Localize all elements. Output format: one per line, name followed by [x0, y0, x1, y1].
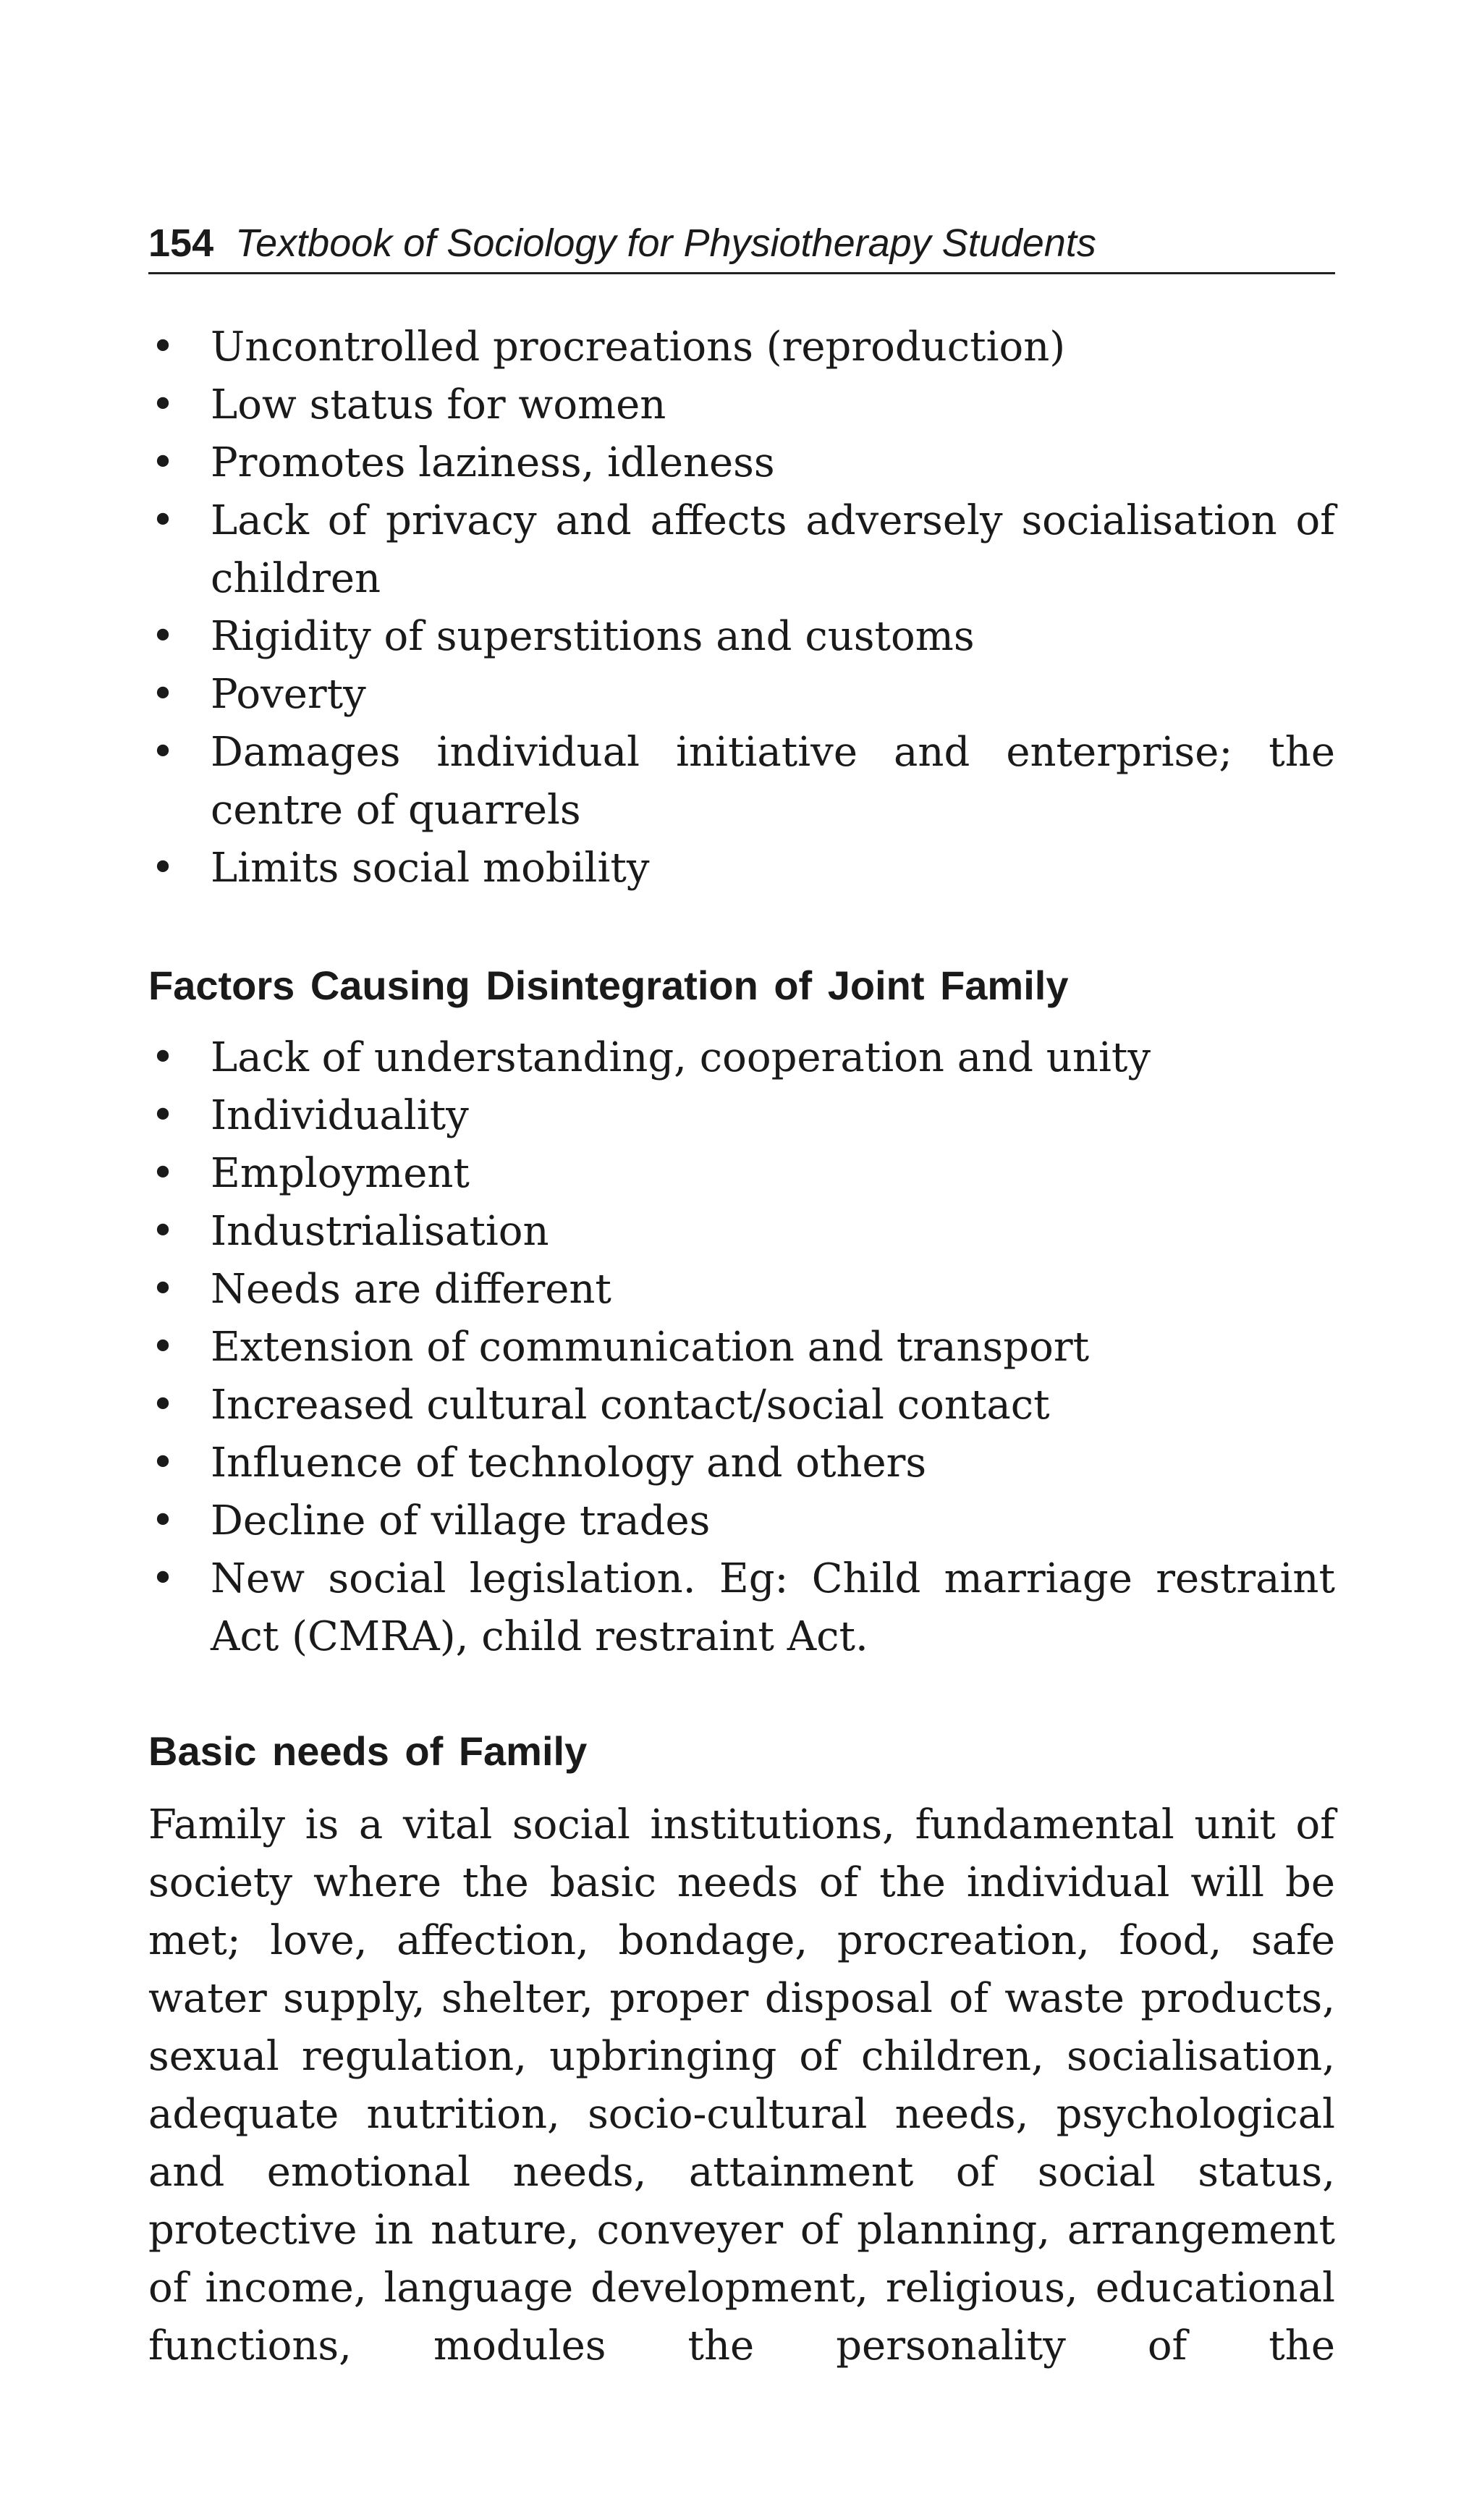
basic-needs-paragraph: Family is a vital social institutions, fundamental unit of society where the basic needs of the individual will be met; love, affection, bondage, procreation, food, safe water supply, shelter, proper disposal of waste products, sexual regulation, upbringing of children, socialisation, adequate nutrition, socio-cultural needs, psychological and emotional needs, attainment of social status, protective in nature, conveyer of planning, arrangement of income, language development, religious, educational functions, modules the personality of the	[148, 1801, 1335, 2369]
bullet-icon: •	[151, 324, 175, 371]
bullet-icon: •	[151, 1208, 175, 1255]
bullet-icon: •	[151, 729, 175, 776]
list-item: • Lack of understanding, cooperation and unity	[148, 1029, 1335, 1087]
list-item: • Increased cultural contact/social contact	[148, 1377, 1335, 1434]
bullet-icon: •	[151, 613, 175, 660]
section-heading-basic-needs: Basic needs of Family	[148, 1728, 588, 1774]
bullet-icon: •	[151, 1034, 175, 1081]
book-title: Textbook of Sociology for Physiotherapy Students	[235, 221, 1096, 265]
bullet-icon: •	[151, 1266, 175, 1313]
list-item: • Lack of privacy and affects adversely socialisation of children	[148, 492, 1335, 608]
list-item: • Limits social mobility	[148, 840, 1335, 897]
list-item: • New social legislation. Eg: Child marriage restraint Act (CMRA), child restraint Act.	[148, 1550, 1335, 1666]
bullet-icon: •	[151, 381, 175, 428]
section-heading-disintegration: Factors Causing Disintegration of Joint Family	[148, 963, 1069, 1008]
list-item: • Influence of technology and others	[148, 1434, 1335, 1492]
list-item: • Extension of communication and transport	[148, 1319, 1335, 1377]
bullet-icon: •	[151, 1439, 175, 1487]
list-item: • Individuality	[148, 1087, 1335, 1145]
bullet-icon: •	[151, 1555, 175, 1602]
list-item: • Poverty	[148, 666, 1335, 724]
page-number: 154	[148, 221, 214, 265]
bullet-icon: •	[151, 845, 175, 892]
bullet-icon: •	[151, 439, 175, 486]
bullet-icon: •	[151, 1497, 175, 1544]
bullet-icon: •	[151, 1150, 175, 1197]
bullet-icon: •	[151, 671, 175, 718]
list-item: • Promotes laziness, idleness	[148, 434, 1335, 492]
bullet-icon: •	[151, 1092, 175, 1139]
list-item: • Damages individual initiative and enterprise; the centre of quarrels	[148, 724, 1335, 840]
list-item: • Uncontrolled procreations (reproduction)	[148, 318, 1335, 376]
list-item: • Decline of village trades	[148, 1492, 1335, 1550]
bullet-icon: •	[151, 1382, 175, 1429]
list-item: • Industrialisation	[148, 1203, 1335, 1261]
list-item: • Needs are different	[148, 1261, 1335, 1319]
bullet-icon: •	[151, 497, 175, 544]
disintegration-factors-list	[148, 1029, 1335, 1666]
running-header	[148, 214, 1335, 274]
bullet-icon: •	[151, 1324, 175, 1371]
list-item: • Low status for women	[148, 376, 1335, 434]
list-item: • Employment	[148, 1145, 1335, 1203]
joint-family-disadvantages-list	[148, 318, 1335, 897]
list-item: • Rigidity of superstitions and customs	[148, 608, 1335, 666]
